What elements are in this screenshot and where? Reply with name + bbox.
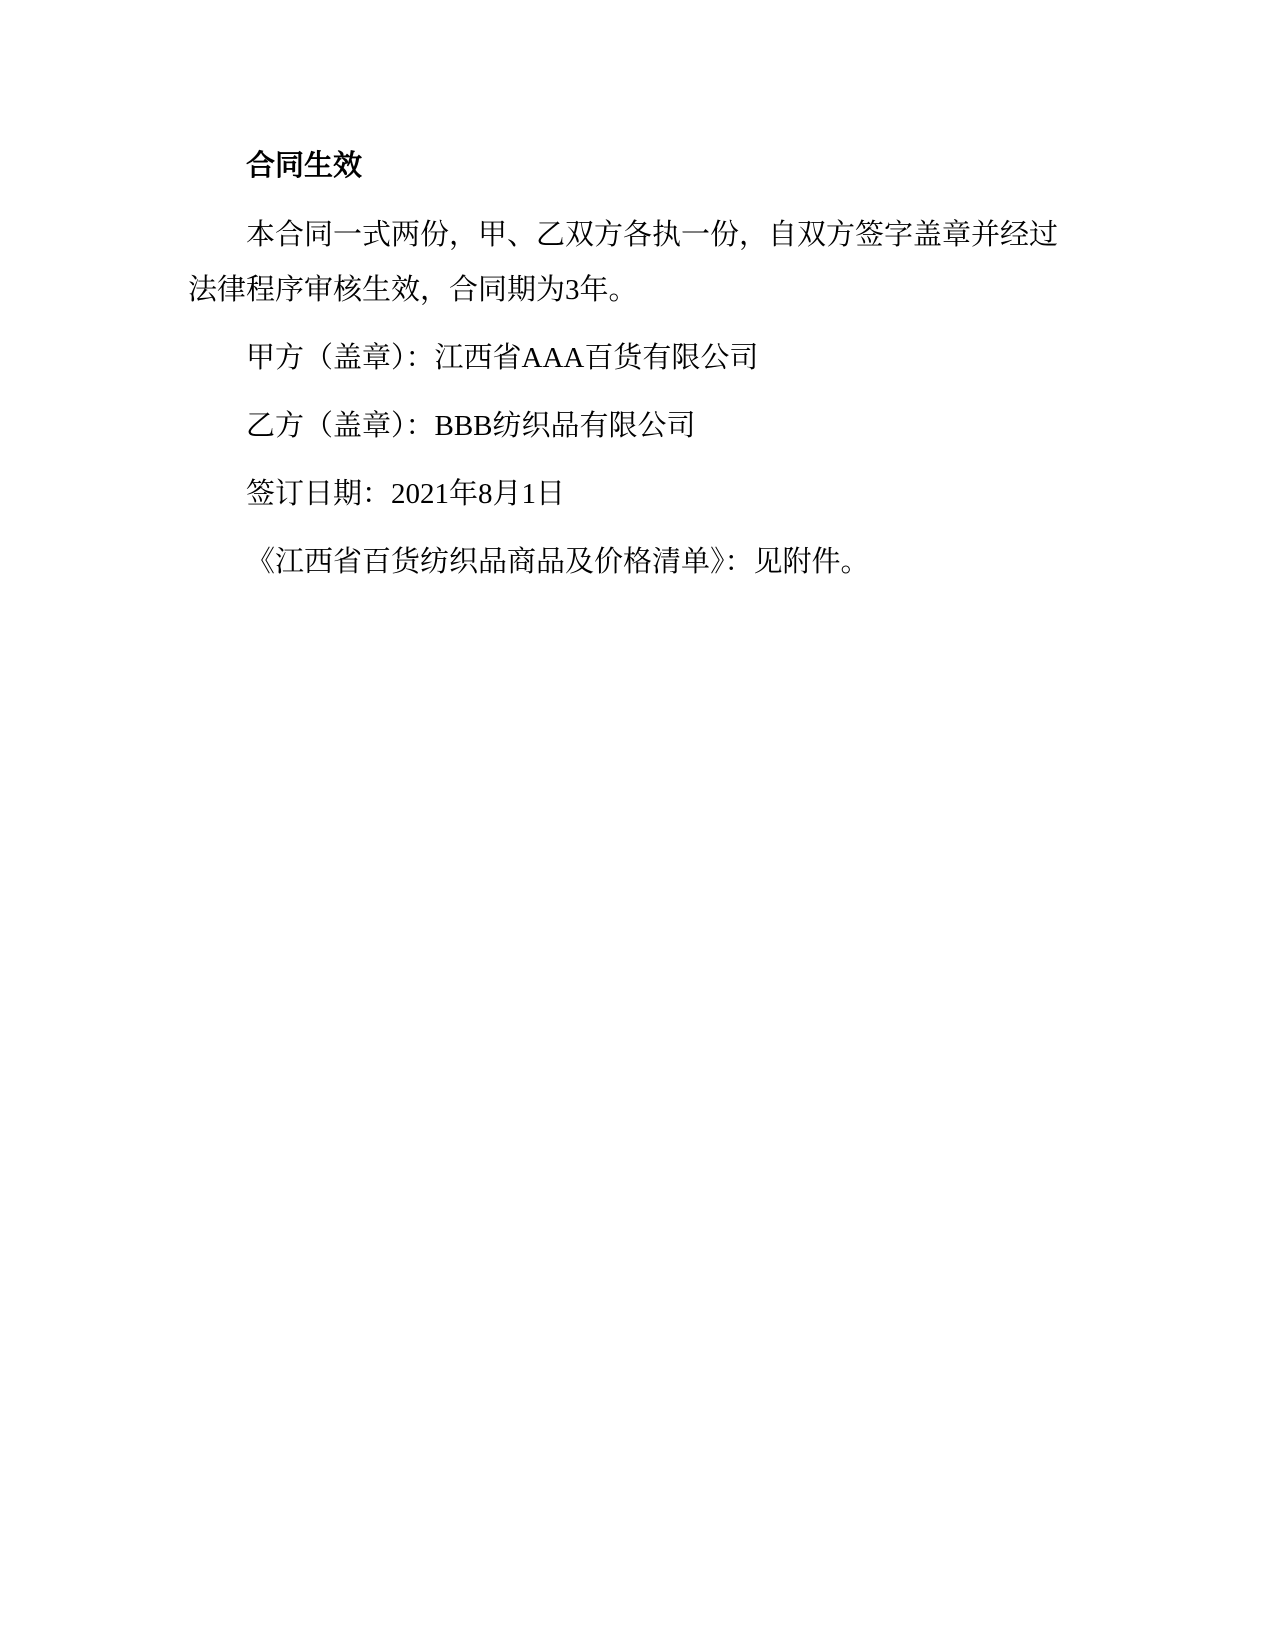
attachment-reference-line: 《江西省百货纺织品商品及价格清单》：见附件。	[246, 546, 870, 578]
contract-effective-heading: 合同生效	[246, 150, 363, 182]
contract-duplicate-paragraph	[188, 208, 1093, 318]
party-a-seal-line: 甲方（盖章）：江西省AAA百货有限公司	[246, 342, 759, 374]
party-b-seal-line: 乙方（盖章）：BBB纺织品有限公司	[246, 410, 696, 442]
paragraph-line-1: 本合同一式两份，甲、乙双方各执一份，自双方签字盖章并经过	[246, 219, 1059, 251]
paragraph-line-2: 法律程序审核生效，合同期为3年。	[188, 274, 638, 306]
signing-date-line: 签订日期：2021年8月1日	[246, 478, 566, 510]
